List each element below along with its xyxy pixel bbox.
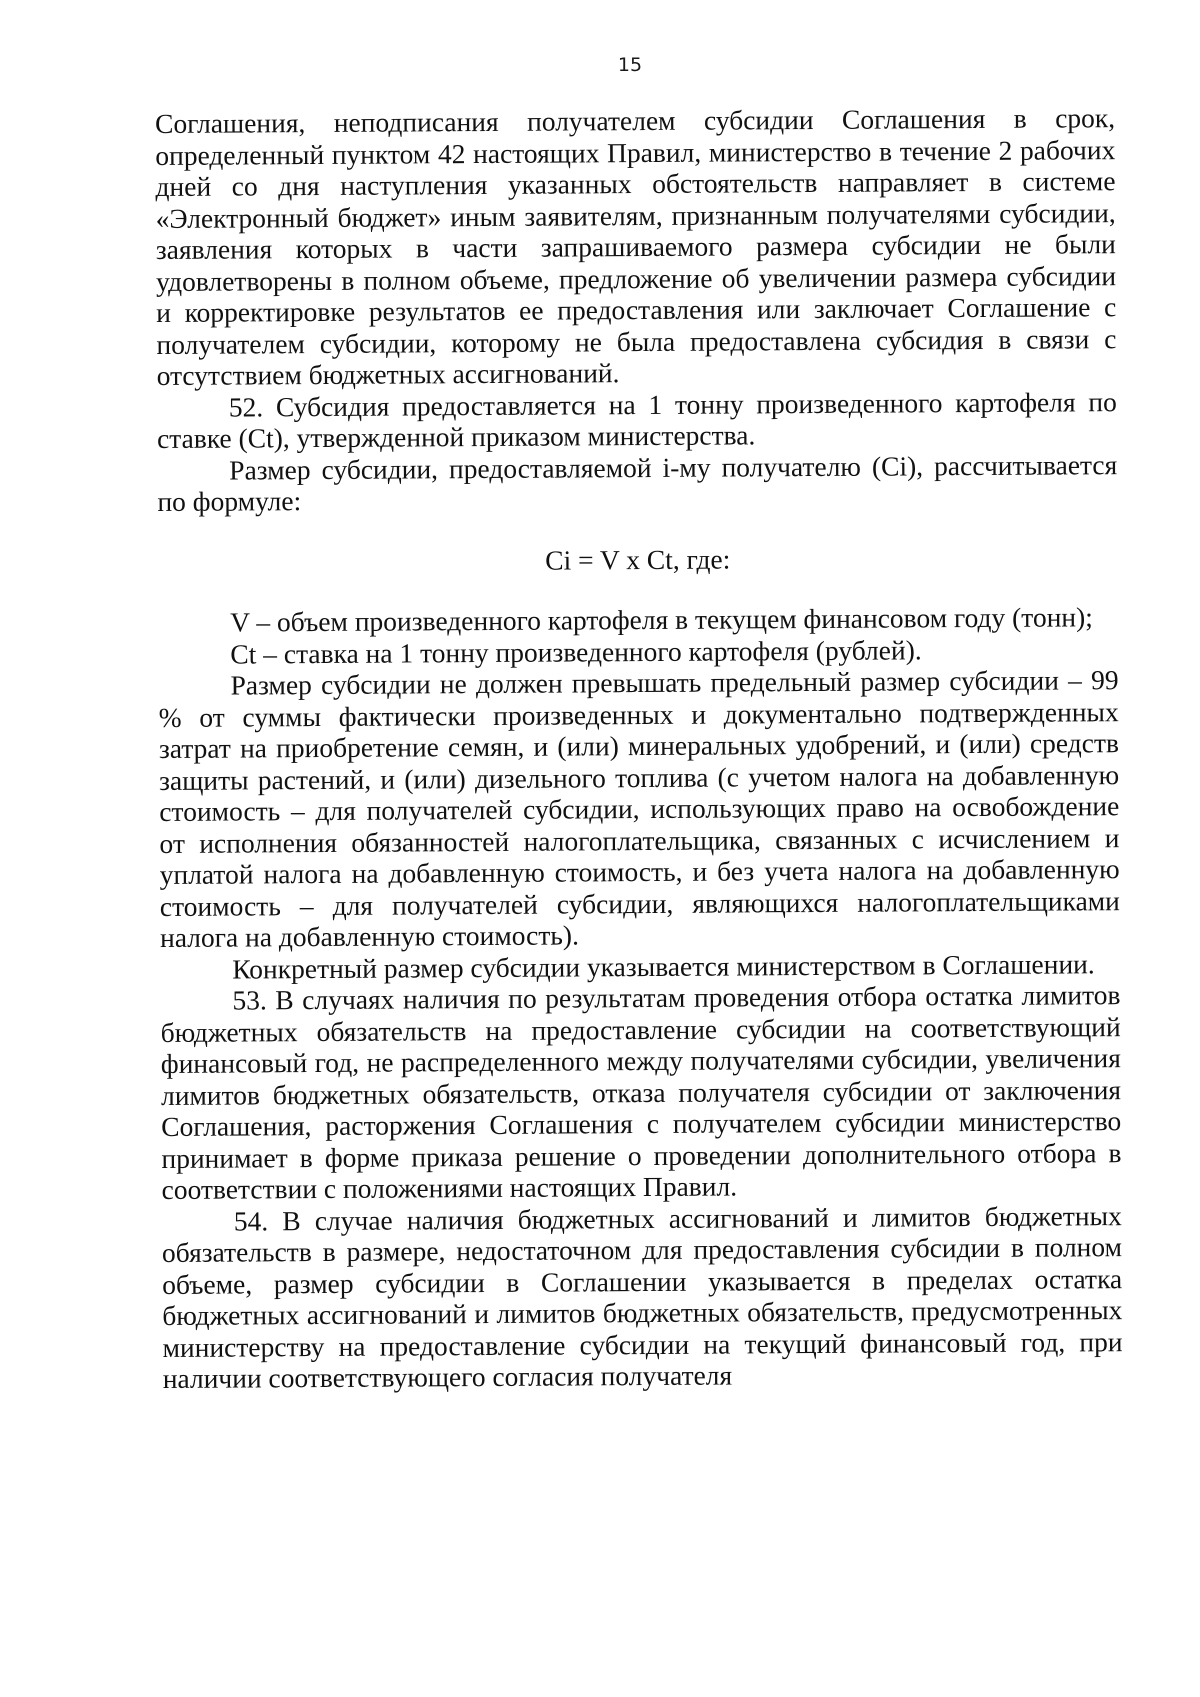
page-number: 15 (617, 54, 643, 76)
definition-ct: Ct – ставка на 1 тонну произведенного картофеля (рублей). (230, 633, 922, 670)
paragraph-subsidy-size: Размер субсидии, предоставляемой i-му получателю (Ci), рассчитывается по формуле: (157, 448, 1118, 517)
paragraph-52: 52. Субсидия предоставляется на 1 тонну произведенного картофеля по ставке (Ct), утвержденной приказом министерства. (156, 385, 1117, 454)
paragraph-concrete-size: Конкретный размер субсидии указывается министерством в Соглашении. (232, 947, 1095, 985)
paragraph-continuation: Соглашения, неподписания получателем субсидии Соглашения в срок, определенный пунктом 42 настоящих Правил, министерство в течение 2 рабочих дней со дня наступления указанных обстоятельств направляет в системе «Электронный бюджет» иным заявителям, признанным получателями субсидии, заявления которых в части запрашиваемого размера субсидии не были удовлетворены в полном объеме, предложение об увеличении размера субсидии и корректировке результатов ее предоставления или заключает Соглашение с получателем субсидии, которому не была предоставлена субсидия в связи с отсутствием бюджетных ассигнований. (155, 102, 1117, 391)
definition-v: V – объем произведенного картофеля в текущем финансовом году (тонн); (230, 601, 1093, 638)
formula: Ci = V x Ct, где: (545, 542, 731, 576)
paragraph-54: 54. В случае наличия бюджетных ассигнований и лимитов бюджетных обязательств в размере, недостаточном для предоставления субсидии в полном объеме, размер субсидии в Соглашении указывается в пределах остатка бюджетных ассигнований и лимитов бюджетных обязательств, предусмотренных министерству на предоставление субсидии на текущий финансовый год, при наличии соответствующего согласия получателя (161, 1199, 1123, 1394)
document-body (155, 102, 1123, 1394)
paragraph-subsidy-limit: Размер субсидии не должен превышать предельный размер субсидии – 99 % от суммы фактически произведенных и документально подтвержденных затрат на приобретение семян, и (или) минеральных удобрений, и (или) средств защиты растений, и (или) дизельного топлива (с учетом налога на добавленную стоимость – для получателей субсидии, использующих право на освобождение от исполнения обязанностей налогоплательщика, связанных с исчислением и уплатой налога на добавленную стоимость, и без учета налога на добавленную стоимость – для получателей субсидии, являющихся налогоплательщиками налога на добавленную стоимость). (158, 664, 1120, 953)
paragraph-53: 53. В случаях наличия по результатам проведения отбора остатка лимитов бюджетных обязательств на предоставление субсидии на соответствующий финансовый год, не распределенного между получателями субсидии, увеличения лимитов бюджетных обязательств, отказа получателя субсидии от заключения Соглашения, расторжения Соглашения с получателем субсидии министерство принимает в форме приказа решение о проведении дополнительного отбора в соответствии с положениями настоящих Правил. (160, 979, 1122, 1205)
